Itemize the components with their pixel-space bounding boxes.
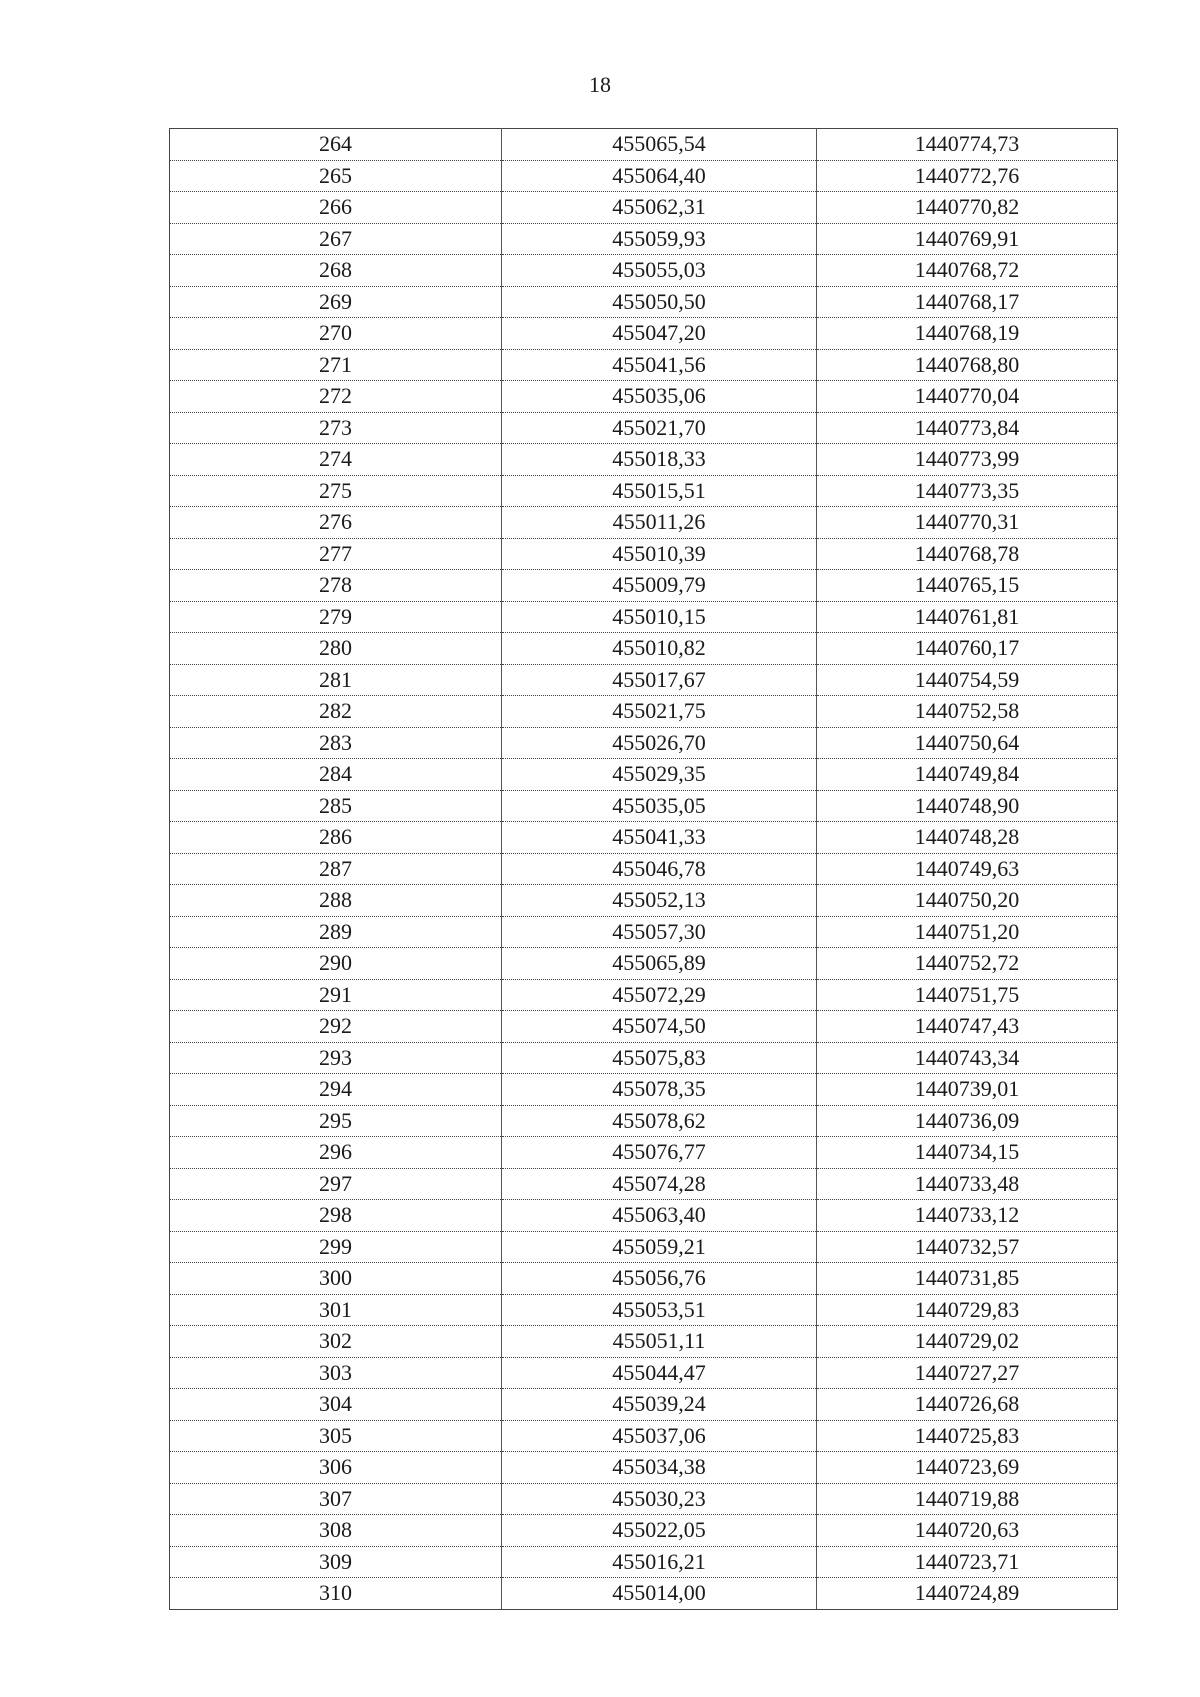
- y-coordinate-cell: 1440726,68: [817, 1389, 1118, 1421]
- point-number-cell: 298: [170, 1200, 502, 1232]
- point-number-cell: 269: [170, 286, 502, 318]
- y-coordinate-cell: 1440773,99: [817, 444, 1118, 476]
- table-row: [170, 948, 1118, 980]
- point-number-cell: 266: [170, 192, 502, 224]
- y-coordinate-cell: 1440733,12: [817, 1200, 1118, 1232]
- x-coordinate-cell: 455059,93: [502, 223, 817, 255]
- y-coordinate-cell: 1440729,02: [817, 1326, 1118, 1358]
- point-number-cell: 297: [170, 1168, 502, 1200]
- point-number-cell: 300: [170, 1263, 502, 1295]
- point-number-cell: 281: [170, 664, 502, 696]
- x-coordinate-cell: 455076,77: [502, 1137, 817, 1169]
- point-number-cell: 271: [170, 349, 502, 381]
- x-coordinate-cell: 455030,23: [502, 1483, 817, 1515]
- table-row: [170, 1578, 1118, 1610]
- x-coordinate-cell: 455056,76: [502, 1263, 817, 1295]
- x-coordinate-cell: 455039,24: [502, 1389, 817, 1421]
- y-coordinate-cell: 1440770,04: [817, 381, 1118, 413]
- table-row: [170, 727, 1118, 759]
- table-row: [170, 1294, 1118, 1326]
- table-row: [170, 412, 1118, 444]
- table-row: [170, 1137, 1118, 1169]
- x-coordinate-cell: 455021,75: [502, 696, 817, 728]
- y-coordinate-cell: 1440743,34: [817, 1042, 1118, 1074]
- table-row: [170, 1483, 1118, 1515]
- point-number-cell: 276: [170, 507, 502, 539]
- table-row: [170, 192, 1118, 224]
- table-row: [170, 822, 1118, 854]
- table-row: [170, 1420, 1118, 1452]
- point-number-cell: 283: [170, 727, 502, 759]
- table-row: [170, 381, 1118, 413]
- point-number-cell: 287: [170, 853, 502, 885]
- y-coordinate-cell: 1440750,64: [817, 727, 1118, 759]
- x-coordinate-cell: 455011,26: [502, 507, 817, 539]
- x-coordinate-cell: 455052,13: [502, 885, 817, 917]
- point-number-cell: 301: [170, 1294, 502, 1326]
- point-number-cell: 275: [170, 475, 502, 507]
- point-number-cell: 272: [170, 381, 502, 413]
- x-coordinate-cell: 455078,62: [502, 1105, 817, 1137]
- x-coordinate-cell: 455044,47: [502, 1357, 817, 1389]
- y-coordinate-cell: 1440747,43: [817, 1011, 1118, 1043]
- y-coordinate-cell: 1440724,89: [817, 1578, 1118, 1610]
- x-coordinate-cell: 455055,03: [502, 255, 817, 287]
- point-number-cell: 268: [170, 255, 502, 287]
- point-number-cell: 295: [170, 1105, 502, 1137]
- point-number-cell: 305: [170, 1420, 502, 1452]
- x-coordinate-cell: 455015,51: [502, 475, 817, 507]
- point-number-cell: 288: [170, 885, 502, 917]
- table-row: [170, 1231, 1118, 1263]
- x-coordinate-cell: 455063,40: [502, 1200, 817, 1232]
- x-coordinate-cell: 455026,70: [502, 727, 817, 759]
- table-row: [170, 1074, 1118, 1106]
- x-coordinate-cell: 455010,15: [502, 601, 817, 633]
- y-coordinate-cell: 1440719,88: [817, 1483, 1118, 1515]
- x-coordinate-cell: 455059,21: [502, 1231, 817, 1263]
- y-coordinate-cell: 1440733,48: [817, 1168, 1118, 1200]
- y-coordinate-cell: 1440752,72: [817, 948, 1118, 980]
- y-coordinate-cell: 1440768,72: [817, 255, 1118, 287]
- y-coordinate-cell: 1440731,85: [817, 1263, 1118, 1295]
- table-row: [170, 538, 1118, 570]
- point-number-cell: 296: [170, 1137, 502, 1169]
- y-coordinate-cell: 1440769,91: [817, 223, 1118, 255]
- y-coordinate-cell: 1440765,15: [817, 570, 1118, 602]
- point-number-cell: 304: [170, 1389, 502, 1421]
- y-coordinate-cell: 1440772,76: [817, 160, 1118, 192]
- point-number-cell: 310: [170, 1578, 502, 1610]
- table-row: [170, 223, 1118, 255]
- x-coordinate-cell: 455037,06: [502, 1420, 817, 1452]
- table-row: [170, 570, 1118, 602]
- x-coordinate-cell: 455047,20: [502, 318, 817, 350]
- point-number-cell: 307: [170, 1483, 502, 1515]
- x-coordinate-cell: 455035,05: [502, 790, 817, 822]
- x-coordinate-cell: 455075,83: [502, 1042, 817, 1074]
- y-coordinate-cell: 1440760,17: [817, 633, 1118, 665]
- x-coordinate-cell: 455074,28: [502, 1168, 817, 1200]
- y-coordinate-cell: 1440768,78: [817, 538, 1118, 570]
- x-coordinate-cell: 455035,06: [502, 381, 817, 413]
- x-coordinate-cell: 455014,00: [502, 1578, 817, 1610]
- point-number-cell: 280: [170, 633, 502, 665]
- y-coordinate-cell: 1440748,28: [817, 822, 1118, 854]
- y-coordinate-cell: 1440748,90: [817, 790, 1118, 822]
- table-row: [170, 633, 1118, 665]
- x-coordinate-cell: 455009,79: [502, 570, 817, 602]
- y-coordinate-cell: 1440770,82: [817, 192, 1118, 224]
- y-coordinate-cell: 1440739,01: [817, 1074, 1118, 1106]
- point-number-cell: 264: [170, 129, 502, 161]
- table-row: [170, 286, 1118, 318]
- y-coordinate-cell: 1440725,83: [817, 1420, 1118, 1452]
- y-coordinate-cell: 1440723,71: [817, 1546, 1118, 1578]
- table-row: [170, 664, 1118, 696]
- point-number-cell: 306: [170, 1452, 502, 1484]
- x-coordinate-cell: 455074,50: [502, 1011, 817, 1043]
- point-number-cell: 273: [170, 412, 502, 444]
- table-row: [170, 1389, 1118, 1421]
- table-row: [170, 318, 1118, 350]
- x-coordinate-cell: 455050,50: [502, 286, 817, 318]
- table-row: [170, 1452, 1118, 1484]
- y-coordinate-cell: 1440770,31: [817, 507, 1118, 539]
- point-number-cell: 294: [170, 1074, 502, 1106]
- point-number-cell: 286: [170, 822, 502, 854]
- table-row: [170, 790, 1118, 822]
- y-coordinate-cell: 1440727,27: [817, 1357, 1118, 1389]
- table-row: [170, 475, 1118, 507]
- table-row: [170, 1326, 1118, 1358]
- x-coordinate-cell: 455053,51: [502, 1294, 817, 1326]
- y-coordinate-cell: 1440754,59: [817, 664, 1118, 696]
- y-coordinate-cell: 1440749,63: [817, 853, 1118, 885]
- y-coordinate-cell: 1440720,63: [817, 1515, 1118, 1547]
- table-row: [170, 601, 1118, 633]
- point-number-cell: 303: [170, 1357, 502, 1389]
- x-coordinate-cell: 455057,30: [502, 916, 817, 948]
- table-row: [170, 759, 1118, 791]
- x-coordinate-cell: 455018,33: [502, 444, 817, 476]
- x-coordinate-cell: 455022,05: [502, 1515, 817, 1547]
- point-number-cell: 291: [170, 979, 502, 1011]
- point-number-cell: 289: [170, 916, 502, 948]
- x-coordinate-cell: 455062,31: [502, 192, 817, 224]
- point-number-cell: 282: [170, 696, 502, 728]
- point-number-cell: 299: [170, 1231, 502, 1263]
- point-number-cell: 308: [170, 1515, 502, 1547]
- x-coordinate-cell: 455046,78: [502, 853, 817, 885]
- point-number-cell: 274: [170, 444, 502, 476]
- table-row: [170, 916, 1118, 948]
- y-coordinate-cell: 1440729,83: [817, 1294, 1118, 1326]
- table-row: [170, 853, 1118, 885]
- table-row: [170, 1168, 1118, 1200]
- table-row: [170, 696, 1118, 728]
- y-coordinate-cell: 1440773,35: [817, 475, 1118, 507]
- x-coordinate-cell: 455010,39: [502, 538, 817, 570]
- table-row: [170, 1263, 1118, 1295]
- point-number-cell: 309: [170, 1546, 502, 1578]
- y-coordinate-cell: 1440773,84: [817, 412, 1118, 444]
- table-row: [170, 979, 1118, 1011]
- x-coordinate-cell: 455021,70: [502, 412, 817, 444]
- y-coordinate-cell: 1440732,57: [817, 1231, 1118, 1263]
- y-coordinate-cell: 1440749,84: [817, 759, 1118, 791]
- x-coordinate-cell: 455034,38: [502, 1452, 817, 1484]
- y-coordinate-cell: 1440734,15: [817, 1137, 1118, 1169]
- point-number-cell: 270: [170, 318, 502, 350]
- x-coordinate-cell: 455072,29: [502, 979, 817, 1011]
- coordinates-table-body: [170, 129, 1118, 1610]
- point-number-cell: 292: [170, 1011, 502, 1043]
- table-row: [170, 1515, 1118, 1547]
- point-number-cell: 277: [170, 538, 502, 570]
- point-number-cell: 285: [170, 790, 502, 822]
- y-coordinate-cell: 1440750,20: [817, 885, 1118, 917]
- table-row: [170, 507, 1118, 539]
- x-coordinate-cell: 455064,40: [502, 160, 817, 192]
- x-coordinate-cell: 455078,35: [502, 1074, 817, 1106]
- table-row: [170, 1546, 1118, 1578]
- y-coordinate-cell: 1440768,17: [817, 286, 1118, 318]
- page-number: 18: [589, 72, 611, 97]
- y-coordinate-cell: 1440774,73: [817, 129, 1118, 161]
- y-coordinate-cell: 1440768,80: [817, 349, 1118, 381]
- table-row: [170, 1200, 1118, 1232]
- x-coordinate-cell: 455010,82: [502, 633, 817, 665]
- y-coordinate-cell: 1440761,81: [817, 601, 1118, 633]
- table-row: [170, 1042, 1118, 1074]
- table-row: [170, 444, 1118, 476]
- point-number-cell: 265: [170, 160, 502, 192]
- point-number-cell: 267: [170, 223, 502, 255]
- table-row: [170, 129, 1118, 161]
- x-coordinate-cell: 455065,54: [502, 129, 817, 161]
- coordinates-table: [169, 128, 1118, 1610]
- x-coordinate-cell: 455041,33: [502, 822, 817, 854]
- x-coordinate-cell: 455029,35: [502, 759, 817, 791]
- table-row: [170, 1011, 1118, 1043]
- table-row: [170, 1357, 1118, 1389]
- x-coordinate-cell: 455017,67: [502, 664, 817, 696]
- y-coordinate-cell: 1440751,20: [817, 916, 1118, 948]
- point-number-cell: 302: [170, 1326, 502, 1358]
- table-row: [170, 255, 1118, 287]
- point-number-cell: 284: [170, 759, 502, 791]
- x-coordinate-cell: 455065,89: [502, 948, 817, 980]
- table-row: [170, 160, 1118, 192]
- x-coordinate-cell: 455051,11: [502, 1326, 817, 1358]
- x-coordinate-cell: 455041,56: [502, 349, 817, 381]
- table-row: [170, 349, 1118, 381]
- y-coordinate-cell: 1440752,58: [817, 696, 1118, 728]
- y-coordinate-cell: 1440751,75: [817, 979, 1118, 1011]
- point-number-cell: 293: [170, 1042, 502, 1074]
- table-row: [170, 1105, 1118, 1137]
- x-coordinate-cell: 455016,21: [502, 1546, 817, 1578]
- point-number-cell: 290: [170, 948, 502, 980]
- point-number-cell: 279: [170, 601, 502, 633]
- point-number-cell: 278: [170, 570, 502, 602]
- table-row: [170, 885, 1118, 917]
- y-coordinate-cell: 1440768,19: [817, 318, 1118, 350]
- y-coordinate-cell: 1440723,69: [817, 1452, 1118, 1484]
- y-coordinate-cell: 1440736,09: [817, 1105, 1118, 1137]
